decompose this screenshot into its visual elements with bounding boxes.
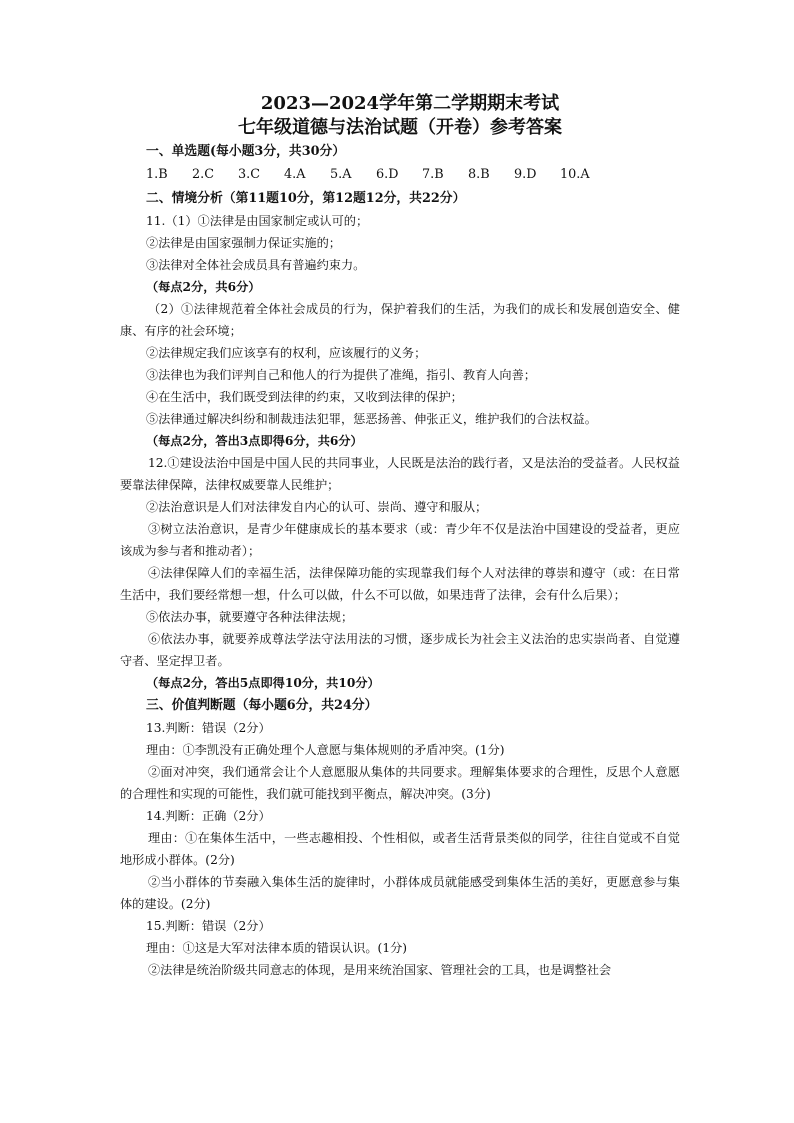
q11-2-line: ③法律也为我们评判自己和他人的行为提供了准绳，指引、教育人向善； [146,368,536,382]
answer-sheet [120,92,680,981]
q12-line: ②法治意识是人们对法律发自内心的认可、崇尚、遵守和服从； [146,500,488,514]
answer-item: 5.A [330,167,352,182]
q13-reason: 理由：①李凯没有正确处理个人意愿与集体规则的矛盾冲突。(1分) [146,743,505,757]
q13-judgement: 13.判断：错误（2分） [146,721,271,735]
answer-item: 9.D [514,167,537,182]
section-3-heading: 三、价值判断题（每小题6分，共24分） [146,698,378,713]
q11-2-line: ⑤法律通过解决纠纷和制裁违法犯罪，惩恶扬善、伸张正义，维护我们的合法权益。 [146,412,597,426]
section-1-heading: 一、单选题(每小题3分，共30分） [146,144,346,159]
section-2-heading: 二、情境分析（第11题10分，第12题12分，共22分） [146,191,466,206]
answer-item: 6.D [376,167,399,182]
q12-para: ③树立法治意识，是青少年健康成长的基本要求（或：青少年不仅是法治中国建设的受益者，更应该成为参与者和推动者）； [120,522,680,558]
q15-judgement: 15.判断：错误（2分） [146,919,271,933]
q15-reason: ②法律是统治阶级共同意志的体现，是用来统治国家、管理社会的工具，也是调整社会 [148,963,612,977]
choice-answers [120,163,680,187]
exam-subtitle: 七年级道德与法治试题（开卷）参考答案 [238,117,562,138]
q11-1-line: ③法律对全体社会成员具有普遍约束力。 [146,258,366,272]
q12-score: （每点2分，答出5点即得10分，共10分） [146,676,380,690]
q12-para: ⑥依法办事，就要养成尊法学法守法用法的习惯，逐步成长为社会主义法治的忠实崇尚者、自觉遵守者、坚定捍卫者。 [120,632,680,668]
exam-title: 2023—2024学年第二学期期末考试 [260,93,560,114]
q14-judgement: 14.判断：正确（2分） [146,809,271,823]
q13-reason: ②面对冲突，我们通常会让个人意愿服从集体的共同要求。理解集体要求的合理性，反思个人意愿的合理性和实现的可能性，我们就可能找到平衡点，解决冲突。(3分) [120,765,680,801]
q14-reason: ②当小群体的节奏融入集体生活的旋律时，小群体成员就能感受到集体生活的美好，更愿意参与集体的建设。(2分) [120,875,680,911]
q14-reason: 理由：①在集体生活中，一些志趣相投、个性相似，或者生活背景类似的同学，往往自觉或不自觉地形成小群体。(2分) [120,831,680,867]
answer-item: 7.B [422,167,444,182]
q11-1-score: （每点2分，共6分） [146,280,261,294]
answer-item: 8.B [468,167,490,182]
q15-reason: 理由：①这是大军对法律本质的错误认识。(1分) [146,941,408,955]
answer-item: 3.C [238,167,261,182]
answer-item: 2.C [192,167,215,182]
q12-line: ⑤依法办事，就要遵守各种法律法规； [146,610,354,624]
q11-2-line: ④在生活中，我们既受到法律的约束，又收到法律的保护； [146,390,463,404]
q11-1-line: ②法律是由国家强制力保证实施的； [146,236,341,250]
q11-2-score: （每点2分，答出3点即得6分，共6分） [146,434,363,448]
q11-1-line: 11.（1）①法律是由国家制定或认可的； [146,214,369,228]
q12-para: 12.①建设法治中国是中国人民的共同事业，人民既是法治的践行者，又是法治的受益者。人民权益要靠法律保障，法律权威要靠人民维护； [120,456,680,492]
answer-item: 1.B [146,167,168,182]
q11-2-line: ②法律规定我们应该享有的权利，应该履行的义务； [146,346,427,360]
answer-item: 4.A [284,167,306,182]
q12-para: ④法律保障人们的幸福生活，法律保障功能的实现靠我们每个人对法律的尊崇和遵守（或：在日常生活中，我们要经常想一想，什么可以做，什么不可以做，如果违背了法律，会有什么后果）； [120,566,680,602]
q11-2-para: （2）①法律规范着全体社会成员的行为，保护着我们的生活，为我们的成长和发展创造安全、健康、有序的社会环境； [120,302,680,338]
answer-item: 10.A [560,167,590,182]
